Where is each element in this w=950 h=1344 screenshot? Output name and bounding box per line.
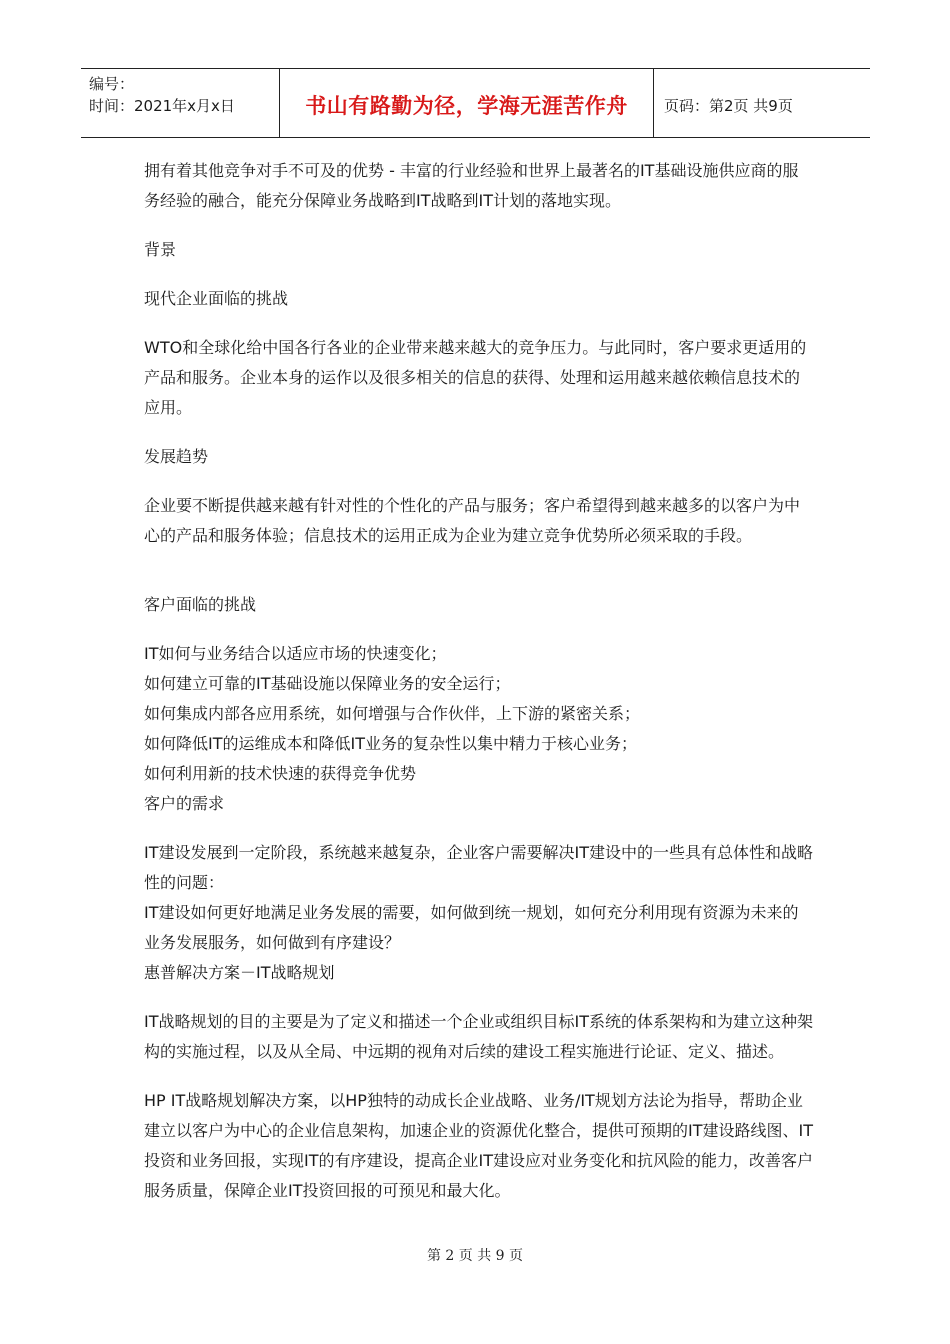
page-header: [81, 68, 870, 138]
modern-challenges-heading: 现代企业面临的挑战: [144, 289, 289, 308]
trend-paragraph: 企业要不断提供越来越有针对性的个性化的产品与服务；客户希望得到越来越多的以客户为中心的产品和服务体验；信息技术的运用正成为企业为建立竞争优势所必须采取的手段。: [144, 496, 801, 545]
intro-paragraph: 拥有着其他竞争对手不可及的优势 - 丰富的行业经验和世界上最著名的IT基础设施供应商的服务经验的融合，能充分保障业务战略到IT战略到IT计划的落地实现。: [144, 161, 799, 210]
trend-heading: 发展趋势: [144, 447, 209, 466]
needs-question-paragraph: IT建设如何更好地满足业务发展的需要，如何做到统一规划，如何充分利用现有资源为未来的业务发展服务，如何做到有序建设？: [144, 903, 799, 952]
list-item: 如何建立可靠的IT基础设施以保障业务的安全运行；: [144, 674, 511, 693]
document-date-label: 时间：2021年x月x日: [89, 97, 235, 115]
solution-heading: 惠普解决方案－IT战略规划: [144, 963, 335, 982]
list-item: IT如何与业务结合以适应市场的快速变化；: [144, 644, 447, 663]
list-item: 如何利用新的技术快速的获得竞争优势: [144, 764, 417, 783]
list-item: 如何集成内部各应用系统，如何增强与合作伙伴，上下游的紧密关系；: [144, 704, 641, 723]
page-footer: 第 2 页 共 9 页: [426, 1248, 524, 1264]
background-heading: 背景: [144, 240, 177, 259]
list-item: 如何降低IT的运维成本和降低IT业务的复杂性以集中精力于核心业务；: [144, 734, 637, 753]
customer-challenges-heading: 客户面临的挑战: [144, 595, 257, 614]
header-page-number: 页码：第2页 共9页: [664, 96, 793, 115]
document-number-label: 编号：: [89, 75, 135, 93]
header-meta: [81, 69, 280, 137]
header-motto: 书山有路勤为径，学海无涯苦作舟: [280, 69, 654, 137]
planning-paragraph: IT战略规划的目的主要是为了定义和描述一个企业或组织目标IT系统的体系架构和为建立这种架构的实施过程，以及从全局、中远期的视角对后续的建设工程实施进行论证、定义、描述。: [144, 1012, 813, 1061]
needs-paragraph: IT建设发展到一定阶段，系统越来越复杂，企业客户需要解决IT建设中的一些具有总体性和战略性的问题：: [144, 843, 813, 892]
needs-heading: 客户的需求: [144, 794, 225, 813]
document-body: [144, 156, 814, 1206]
wto-paragraph: WTO和全球化给中国各行各业的企业带来越来越大的竞争压力。与此同时，客户要求更适用的产品和服务。企业本身的运作以及很多相关的信息的获得、处理和运用越来越依赖信息技术的应用。: [144, 338, 807, 417]
hp-solution-paragraph: HP IT战略规划解决方案，以HP独特的动成长企业战略、业务/IT规划方法论为指导，帮助企业建立以客户为中心的企业信息架构，加速企业的资源优化整合，提供可预期的IT建设路线图、IT投资和业务回报，实现IT的有序建设，提高企业IT建设应对业务变化和抗风险的能力，改善客户服务质量，保障企业IT投资回报的可预见和最大化。: [144, 1091, 813, 1200]
